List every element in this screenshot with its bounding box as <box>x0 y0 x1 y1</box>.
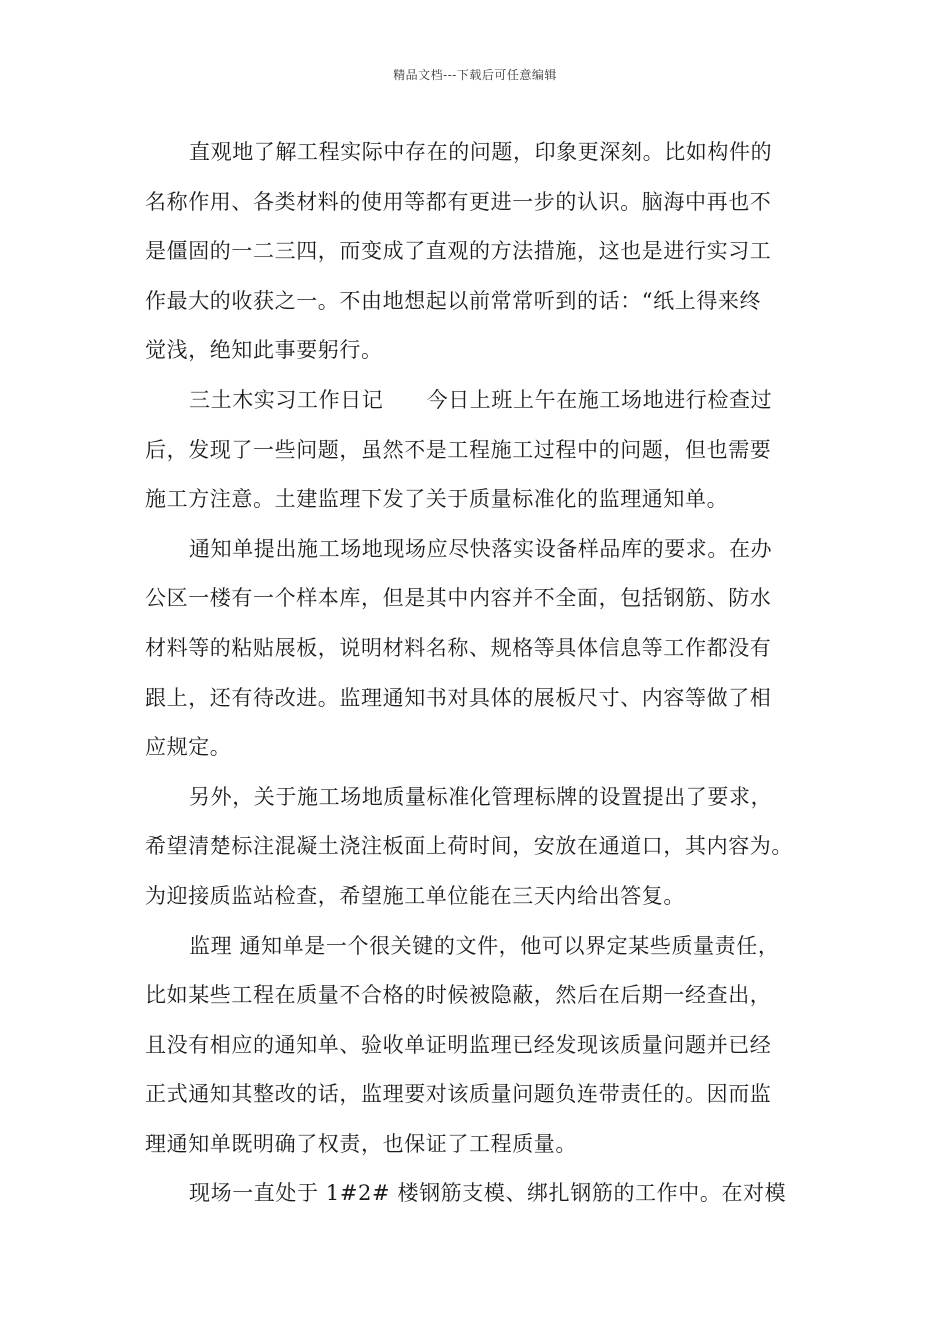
paragraph-line: 三土木实习工作日记 今日上班上午在施工场地进行检查过 <box>189 387 773 412</box>
paragraph-line: 现场一直处于 1#2# 楼钢筋支模、绑扎钢筋的工作中。在对模 <box>189 1181 787 1206</box>
paragraph-line: 监理 通知单是一个很关键的文件，他可以界定某些质量责任， <box>189 933 780 958</box>
paragraph-line: 施工方注意。土建监理下发了关于质量标准化的监理通知单。 <box>145 487 729 512</box>
paragraph-line: 为迎接质监站检查，希望施工单位能在三天内给出答复。 <box>145 883 685 908</box>
paragraph-line: 理通知单既明确了权责，也保证了工程质量。 <box>145 1131 577 1156</box>
paragraph-line: 且没有相应的通知单、验收单证明监理已经发现该质量问题并已经 <box>145 1032 772 1057</box>
paragraph-line: 名称作用、各类材料的使用等都有更进一步的认识。脑海中再也不 <box>145 189 772 214</box>
paragraph-line: 通知单提出施工场地现场应尽快落实设备样品库的要求。在办 <box>189 536 773 561</box>
paragraph-line: 比如某些工程在质量不合格的时候被隐蔽，然后在后期一经查出， <box>145 983 772 1008</box>
paragraph-line: 作最大的收获之一。不由地想起以前常常听到的话：“纸上得来终 <box>145 288 762 313</box>
paragraph-line: 后，发现了一些问题，虽然不是工程施工过程中的问题，但也需要 <box>145 437 772 462</box>
paragraph-line: 觉浅，绝知此事要躬行。 <box>145 338 383 363</box>
paragraph-line: 希望清楚标注混凝土浇注板面上荷时间，安放在通道口，其内容为。 <box>145 834 793 859</box>
paragraph-line: 是僵固的一二三四，而变成了直观的方法措施，这也是进行实习工 <box>145 239 772 264</box>
paragraph-line: 跟上，还有待改进。监理通知书对具体的展板尺寸、内容等做了相 <box>145 685 772 710</box>
paragraph-line: 直观地了解工程实际中存在的问题，印象更深刻。比如构件的 <box>189 140 773 164</box>
paragraph-line: 材料等的粘贴展板，说明材料名称、规格等具体信息等工作都没有 <box>145 635 772 660</box>
paragraph-line: 另外，关于施工场地质量标准化管理标牌的设置提出了要求， <box>189 784 773 809</box>
paragraph-line: 应规定。 <box>145 735 232 760</box>
paragraph-line: 公区一楼有一个样本库，但是其中内容并不全面，包括钢筋、防水 <box>145 586 772 611</box>
paragraph-line: 正式通知其整改的话，监理要对该质量问题负连带责任的。因而监 <box>145 1082 772 1107</box>
document-body <box>145 128 815 1219</box>
page-header: 精品文档---下载后可任意编辑 <box>393 68 557 82</box>
